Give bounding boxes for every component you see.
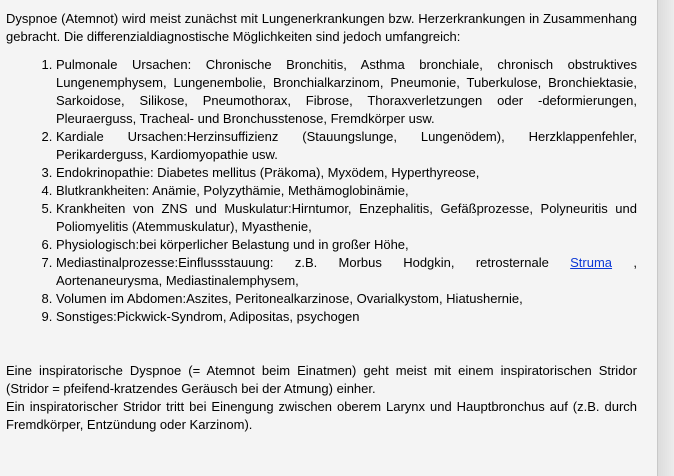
vertical-scrollbar[interactable]	[657, 0, 674, 476]
causes-list	[6, 56, 637, 326]
list-item: 1. Pulmonale Ursachen: Chronische Bronchitis, Asthma bronchiale, chronisch obstruktives Lungenemphysem, Lungenembolie, Bronchialkarzinom, Pneumonie, Tuberkulose, Bronchiektasie, Sarkoidose, Silikose, Pneumothorax, Fibrose, Thoraxverletzungen oder -deformierungen, Pleuraerguss, Tracheal- und Bronchusstenose, Fremdkörper usw.	[56, 56, 637, 128]
list-item: 6. Physiologisch:bei körperlicher Belastung und in großer Höhe,	[56, 236, 637, 254]
struma-link[interactable]: Struma	[570, 255, 613, 270]
stridor-paragraph: Ein inspiratorischer Stridor tritt bei Einengung zwischen oberem Larynx und Hauptbronchus auf (z.B. durch Fremdkörper, Entzündung oder Karzinom).	[6, 399, 637, 432]
list-item-text: Mediastinalprozesse:Einflussstauung: z.B. Morbus Hodgkin, retrosternale	[56, 255, 571, 270]
inspiratory-paragraph: Eine inspiratorische Dyspnoe (= Atemnot beim Einatmen) geht meist mit einem inspiratorischen Stridor (Stridor = pfeifend-kratzendes Geräusch bei der Atmung) einher.	[6, 363, 637, 396]
list-item: 9. Sonstiges:Pickwick-Syndrom, Adipositas, psychogen	[56, 308, 637, 326]
list-item	[56, 254, 637, 290]
list-item: 3. Endokrinopathie: Diabetes mellitus (Präkoma), Myxödem, Hyperthyreose,	[56, 164, 637, 182]
intro-paragraph: Dyspnoe (Atemnot) wird meist zunächst mit Lungenerkrankungen bzw. Herzerkrankungen in Zusammenhang gebracht. Die differenzialdiagnostische Möglichkeiten sind jedoch umfangreich:	[6, 11, 637, 44]
article-body	[6, 10, 637, 434]
list-item: 4. Blutkrankheiten: Anämie, Polyzythämie, Methämoglobinämie,	[56, 182, 637, 200]
list-item: 8. Volumen im Abdomen:Aszites, Peritonealkarzinose, Ovarialkystom, Hiatushernie,	[56, 290, 637, 308]
list-item: 2. Kardiale Ursachen:Herzinsuffizienz (Stauungslunge, Lungenödem), Herzklappenfehler, Perikarderguss, Kardiomyopathie usw.	[56, 128, 637, 164]
list-item-text: , Aortenaneurysma, Mediastinalemphysem,	[56, 255, 637, 288]
list-item: 5. Krankheiten von ZNS und Muskulatur:Hirntumor, Enzephalitis, Gefäßprozesse, Polyneuritis und Poliomyelitis (Atemmuskulatur), Myasthenie,	[56, 200, 637, 236]
section-spacer	[6, 326, 637, 362]
